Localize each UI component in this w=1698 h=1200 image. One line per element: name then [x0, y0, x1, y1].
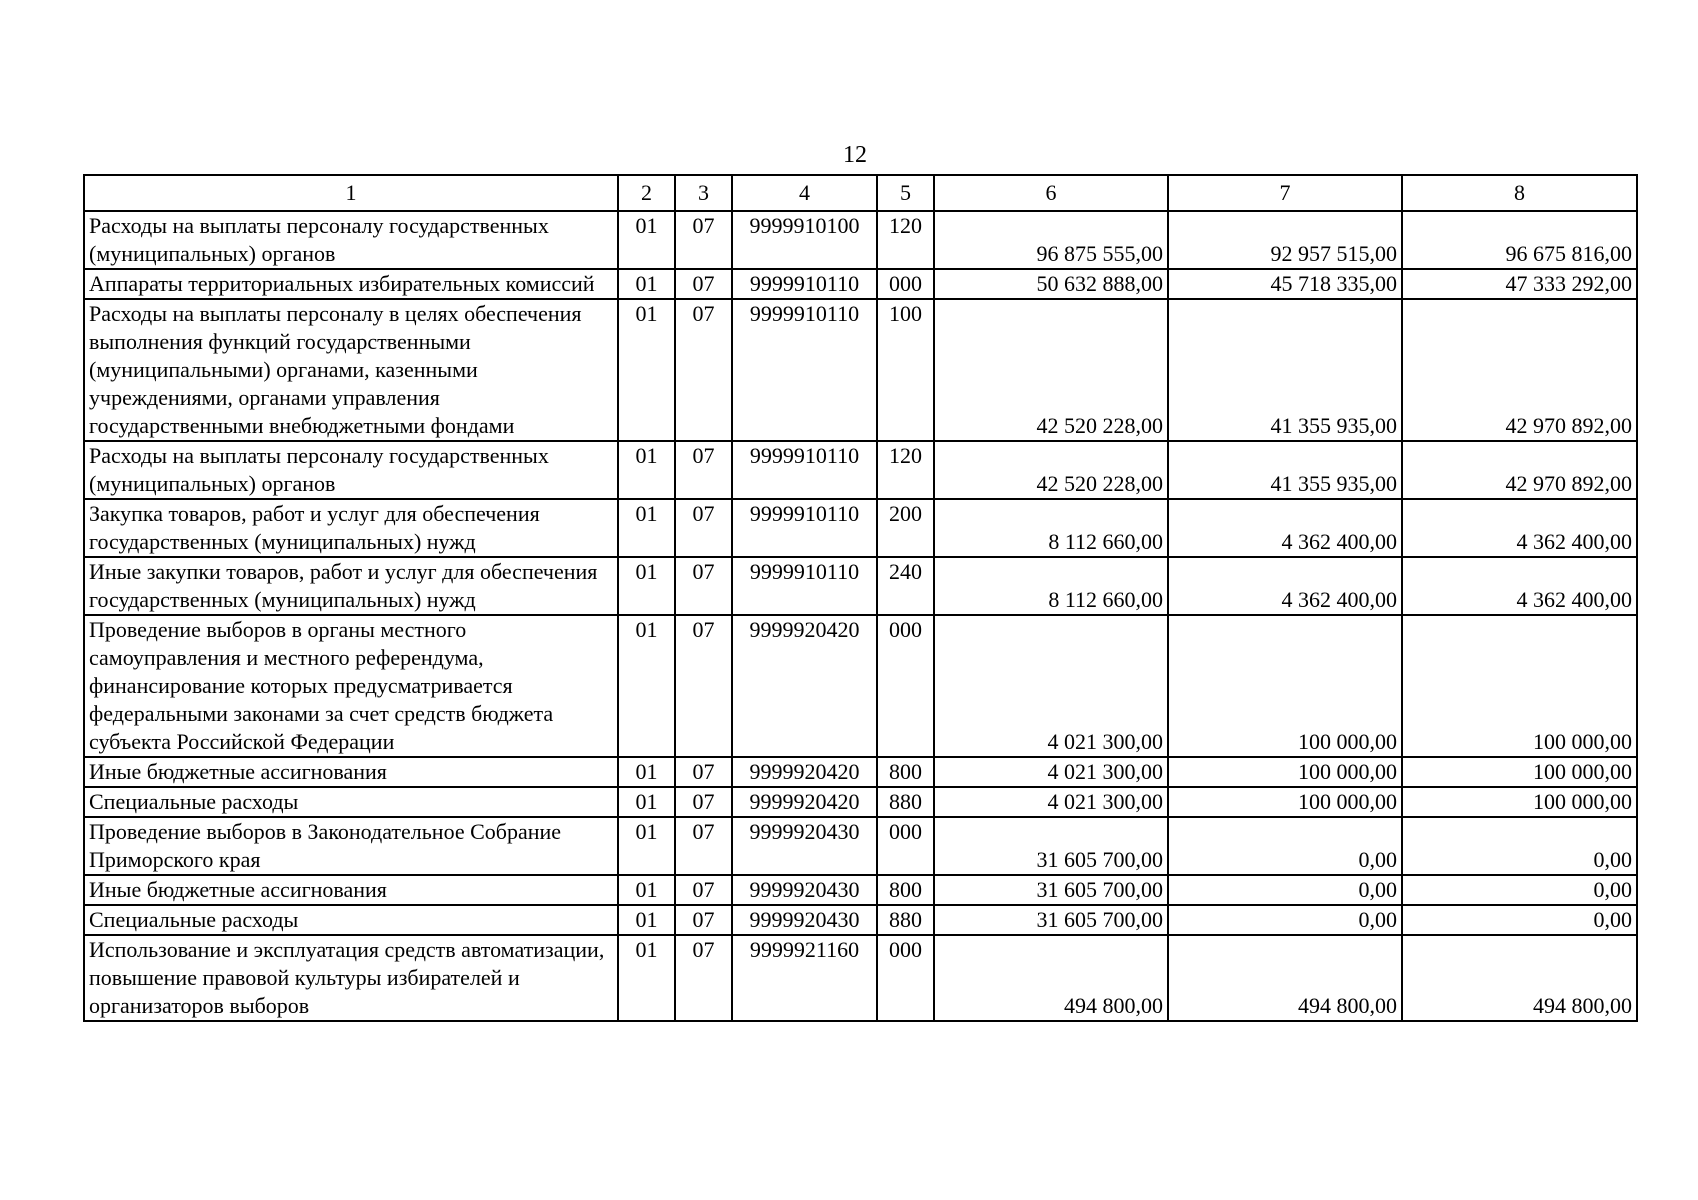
- expense-name: Иные закупки товаров, работ и услуг для обеспечения государственных (муниципальных) нужд: [84, 557, 618, 615]
- amount-col-7: 494 800,00: [1168, 935, 1402, 1021]
- subsection-code: 07: [675, 499, 732, 557]
- table-row: [84, 211, 1637, 269]
- amount-col-6: 50 632 888,00: [934, 269, 1168, 299]
- amount-col-8: 42 970 892,00: [1402, 299, 1637, 441]
- target-article-code: 9999920420: [732, 615, 877, 757]
- budget-table: [83, 174, 1638, 1022]
- expense-name: Иные бюджетные ассигнования: [84, 875, 618, 905]
- amount-col-6: 31 605 700,00: [934, 905, 1168, 935]
- section-code: 01: [618, 905, 675, 935]
- expense-type-code: 200: [877, 499, 934, 557]
- amount-col-6: 4 021 300,00: [934, 787, 1168, 817]
- expense-type-code: 000: [877, 935, 934, 1021]
- amount-col-6: 42 520 228,00: [934, 441, 1168, 499]
- header-col-6: 6: [934, 175, 1168, 211]
- section-code: 01: [618, 875, 675, 905]
- expense-name: Специальные расходы: [84, 905, 618, 935]
- amount-col-7: 41 355 935,00: [1168, 299, 1402, 441]
- target-article-code: 9999910110: [732, 269, 877, 299]
- expense-name: Аппараты территориальных избирательных комиссий: [84, 269, 618, 299]
- header-col-1: 1: [84, 175, 618, 211]
- amount-col-8: 4 362 400,00: [1402, 557, 1637, 615]
- expense-name: Закупка товаров, работ и услуг для обеспечения государственных (муниципальных) нужд: [84, 499, 618, 557]
- page-number: 12: [843, 142, 867, 168]
- table-row: [84, 441, 1637, 499]
- header-col-5: 5: [877, 175, 934, 211]
- amount-col-7: 45 718 335,00: [1168, 269, 1402, 299]
- amount-col-8: 96 675 816,00: [1402, 211, 1637, 269]
- subsection-code: 07: [675, 615, 732, 757]
- expense-name: Проведение выборов в органы местного самоуправления и местного референдума, финансирование которых предусматривается федеральными законами за счет средств бюджета субъекта Российской Федерации: [84, 615, 618, 757]
- table-body: [84, 211, 1637, 1021]
- amount-col-7: 100 000,00: [1168, 615, 1402, 757]
- expense-name: Проведение выборов в Законодательное Собрание Приморского края: [84, 817, 618, 875]
- amount-col-7: 4 362 400,00: [1168, 557, 1402, 615]
- section-code: 01: [618, 935, 675, 1021]
- target-article-code: 9999921160: [732, 935, 877, 1021]
- subsection-code: 07: [675, 299, 732, 441]
- table-row: [84, 787, 1637, 817]
- table-row: [84, 269, 1637, 299]
- section-code: 01: [618, 557, 675, 615]
- amount-col-6: 42 520 228,00: [934, 299, 1168, 441]
- expense-type-code: 000: [877, 817, 934, 875]
- subsection-code: 07: [675, 557, 732, 615]
- target-article-code: 9999910110: [732, 299, 877, 441]
- subsection-code: 07: [675, 935, 732, 1021]
- amount-col-6: 8 112 660,00: [934, 557, 1168, 615]
- target-article-code: 9999910110: [732, 499, 877, 557]
- table-header-row: [84, 175, 1637, 211]
- target-article-code: 9999920420: [732, 787, 877, 817]
- table-row: [84, 905, 1637, 935]
- target-article-code: 9999910110: [732, 557, 877, 615]
- amount-col-7: 41 355 935,00: [1168, 441, 1402, 499]
- expense-type-code: 120: [877, 211, 934, 269]
- amount-col-6: 96 875 555,00: [934, 211, 1168, 269]
- amount-col-8: 100 000,00: [1402, 615, 1637, 757]
- header-col-3: 3: [675, 175, 732, 211]
- subsection-code: 07: [675, 817, 732, 875]
- header-col-8: 8: [1402, 175, 1637, 211]
- amount-col-8: 4 362 400,00: [1402, 499, 1637, 557]
- target-article-code: 9999910110: [732, 441, 877, 499]
- expense-type-code: 000: [877, 615, 934, 757]
- subsection-code: 07: [675, 211, 732, 269]
- table-row: [84, 557, 1637, 615]
- amount-col-6: 4 021 300,00: [934, 757, 1168, 787]
- target-article-code: 9999920430: [732, 875, 877, 905]
- expense-type-code: 880: [877, 787, 934, 817]
- expense-name: Расходы на выплаты персоналу государственных (муниципальных) органов: [84, 211, 618, 269]
- amount-col-8: 100 000,00: [1402, 757, 1637, 787]
- section-code: 01: [618, 299, 675, 441]
- expense-type-code: 100: [877, 299, 934, 441]
- expense-type-code: 800: [877, 757, 934, 787]
- table-row: [84, 817, 1637, 875]
- subsection-code: 07: [675, 905, 732, 935]
- table-row: [84, 499, 1637, 557]
- amount-col-8: 494 800,00: [1402, 935, 1637, 1021]
- amount-col-6: 4 021 300,00: [934, 615, 1168, 757]
- amount-col-7: 92 957 515,00: [1168, 211, 1402, 269]
- expense-name: Специальные расходы: [84, 787, 618, 817]
- table-row: [84, 935, 1637, 1021]
- amount-col-6: 31 605 700,00: [934, 817, 1168, 875]
- expense-name: Иные бюджетные ассигнования: [84, 757, 618, 787]
- expense-type-code: 000: [877, 269, 934, 299]
- header-col-7: 7: [1168, 175, 1402, 211]
- table-row: [84, 299, 1637, 441]
- amount-col-8: 0,00: [1402, 817, 1637, 875]
- expense-name: Расходы на выплаты персоналу в целях обеспечения выполнения функций государственными (муниципальными) органами, казенными учреждениями, органами управления государственными внебюджетными фондами: [84, 299, 618, 441]
- expense-name: Расходы на выплаты персоналу государственных (муниципальных) органов: [84, 441, 618, 499]
- amount-col-8: 42 970 892,00: [1402, 441, 1637, 499]
- amount-col-8: 0,00: [1402, 905, 1637, 935]
- table-row: [84, 615, 1637, 757]
- target-article-code: 9999920420: [732, 757, 877, 787]
- table-row: [84, 757, 1637, 787]
- expense-type-code: 800: [877, 875, 934, 905]
- target-article-code: 9999920430: [732, 905, 877, 935]
- amount-col-7: 0,00: [1168, 875, 1402, 905]
- amount-col-8: 100 000,00: [1402, 787, 1637, 817]
- section-code: 01: [618, 615, 675, 757]
- subsection-code: 07: [675, 875, 732, 905]
- subsection-code: 07: [675, 787, 732, 817]
- target-article-code: 9999910100: [732, 211, 877, 269]
- amount-col-7: 4 362 400,00: [1168, 499, 1402, 557]
- amount-col-6: 494 800,00: [934, 935, 1168, 1021]
- amount-col-6: 31 605 700,00: [934, 875, 1168, 905]
- subsection-code: 07: [675, 441, 732, 499]
- amount-col-8: 0,00: [1402, 875, 1637, 905]
- amount-col-7: 100 000,00: [1168, 757, 1402, 787]
- expense-name: Использование и эксплуатация средств автоматизации, повышение правовой культуры избирателей и организаторов выборов: [84, 935, 618, 1021]
- table-row: [84, 875, 1637, 905]
- amount-col-7: 100 000,00: [1168, 787, 1402, 817]
- expense-type-code: 880: [877, 905, 934, 935]
- amount-col-7: 0,00: [1168, 817, 1402, 875]
- amount-col-8: 47 333 292,00: [1402, 269, 1637, 299]
- section-code: 01: [618, 787, 675, 817]
- expense-type-code: 120: [877, 441, 934, 499]
- section-code: 01: [618, 211, 675, 269]
- header-col-4: 4: [732, 175, 877, 211]
- subsection-code: 07: [675, 757, 732, 787]
- target-article-code: 9999920430: [732, 817, 877, 875]
- expense-type-code: 240: [877, 557, 934, 615]
- section-code: 01: [618, 441, 675, 499]
- section-code: 01: [618, 499, 675, 557]
- subsection-code: 07: [675, 269, 732, 299]
- section-code: 01: [618, 757, 675, 787]
- section-code: 01: [618, 817, 675, 875]
- section-code: 01: [618, 269, 675, 299]
- header-col-2: 2: [618, 175, 675, 211]
- amount-col-6: 8 112 660,00: [934, 499, 1168, 557]
- amount-col-7: 0,00: [1168, 905, 1402, 935]
